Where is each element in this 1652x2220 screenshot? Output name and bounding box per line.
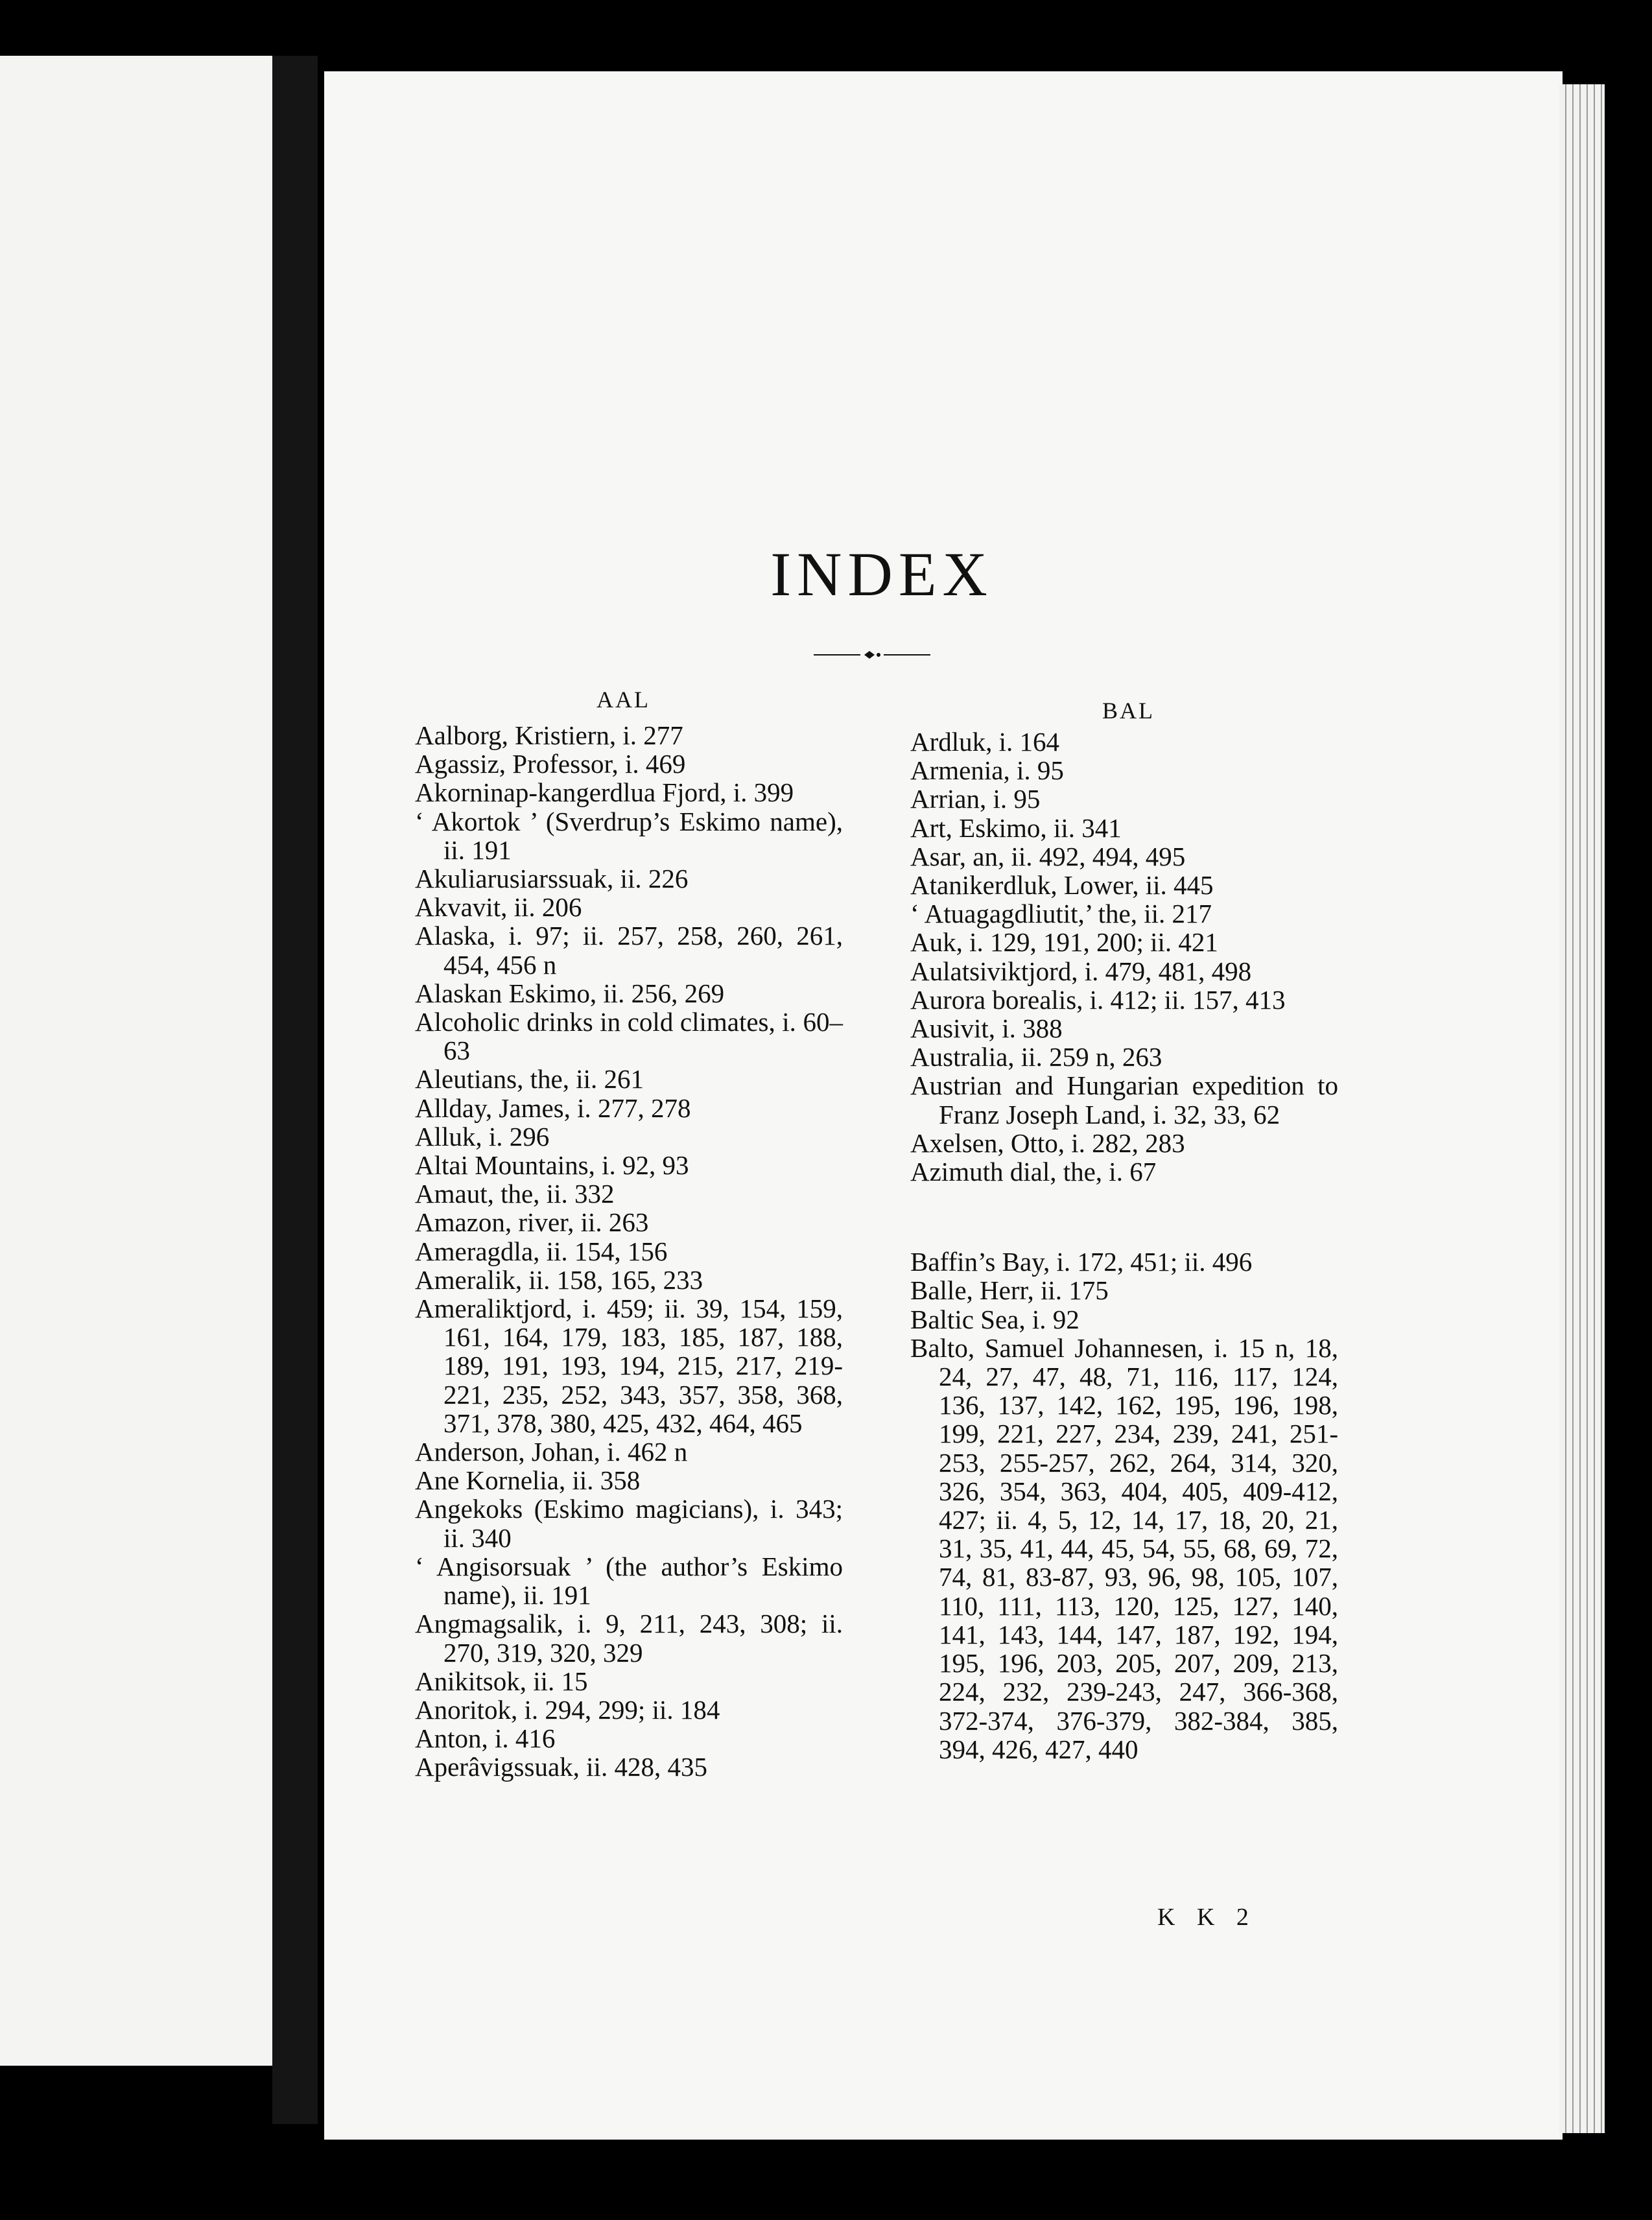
index-entry: Atanikerdluk, Lower, ii. 445: [910, 870, 1214, 901]
title-ornament: [814, 648, 930, 661]
index-entry: Akuliarusiarssuak, ii. 226: [415, 864, 689, 894]
index-entry: Axelsen, Otto, i. 282, 283: [910, 1128, 1185, 1158]
index-entry: ‘ Atuagagdliutit,’ the, ii. 217: [910, 899, 1212, 929]
index-entry: Allday, James, i. 277, 278: [415, 1092, 691, 1123]
index-entry: Austrian and Hungarian expedition to Franz Joseph Land, i. 32, 33, 62: [910, 1070, 1338, 1129]
index-entry: Ane Kornelia, ii. 358: [415, 1465, 641, 1496]
book-gutter: [272, 56, 318, 2124]
running-head-left: AAL: [596, 687, 650, 713]
index-entry: Alaskan Eskimo, ii. 256, 269: [415, 978, 725, 1008]
index-entry: Akvavit, ii. 206: [415, 892, 582, 923]
index-entry: Balto, Samuel Johannesen, i. 15 n, 18, 24, 27, 47, 48, 71, 116, 117, 124, 136, 137, 142, 162, 195, 196, 198, 199, 221, 227, 234, 239, 241, 251-253, 255-257, 262, 264, 314, 320, 326, 354, 363, 404, 405, 409-412, 427; ii. 4, 5, 12, 14, 17, 18, 20, 21, 31, 35, 41, 44, 45, 54, 55, 68, 69, 72, 74, 81, 83-87, 93, 96, 98, 105, 107, 110, 111, 113, 120, 125, 127, 140, 141, 143, 144, 147, 187, 192, 194, 195, 196, 203, 205, 207, 209, 213, 224, 232, 239-243, 247, 366-368, 372-374, 376-379, 382-384, 385, 394, 426, 427, 440: [910, 1332, 1338, 1764]
index-entry: Alcoholic drinks in cold climates, i. 60–63: [415, 1007, 843, 1066]
index-entry: Aalborg, Kristiern, i. 277: [415, 720, 683, 750]
index-entry: Baffin’s Bay, i. 172, 451; ii. 496: [910, 1247, 1253, 1277]
index-entry: Alluk, i. 296: [415, 1121, 550, 1151]
index-entry: ‘ Angisorsuak ’ (the author’s Eskimo name), ii. 191: [415, 1551, 843, 1611]
index-entry: ‘ Akortok ’ (Sverdrup’s Eskimo name), ii. 191: [415, 806, 843, 865]
index-entry: Angmagsalik, i. 9, 211, 243, 308; ii. 270, 319, 320, 329: [415, 1609, 843, 1668]
page-title: INDEX: [770, 539, 993, 609]
index-entry: Ameralik, ii. 158, 165, 233: [415, 1264, 703, 1295]
index-entry: Anikitsok, ii. 15: [415, 1666, 588, 1696]
index-entry: Armenia, i. 95: [910, 755, 1064, 786]
running-head-right: BAL: [1102, 698, 1155, 724]
index-entry: Art, Eskimo, ii. 341: [910, 812, 1122, 843]
signature-mark: K K 2: [1157, 1904, 1257, 1931]
index-entry: Akorninap-kangerdlua Fjord, i. 399: [415, 777, 794, 808]
index-entry: Ausivit, i. 388: [910, 1013, 1063, 1044]
letter-gap: [910, 1186, 1338, 1247]
index-entry: Aleutians, the, ii. 261: [415, 1064, 644, 1094]
index-entry: Ameraliktjord, i. 459; ii. 39, 154, 159, 161, 164, 179, 183, 185, 187, 188, 189, 191, 193, 194, 215, 217, 219-221, 235, 252, 343, 357, 358, 368, 371, 378, 380, 425, 432, 464, 465: [415, 1293, 843, 1438]
index-column-right: [910, 727, 1338, 1764]
index-entry: Arrian, i. 95: [910, 784, 1041, 814]
index-entry: Ameragdla, ii. 154, 156: [415, 1236, 668, 1266]
index-entry: Anderson, Johan, i. 462 n: [415, 1437, 688, 1467]
index-entry: Anoritok, i. 294, 299; ii. 184: [415, 1694, 720, 1725]
index-entry: Altai Mountains, i. 92, 93: [415, 1150, 689, 1181]
index-entry: Australia, ii. 259 n, 263: [910, 1042, 1162, 1072]
index-entry: Aurora borealis, i. 412; ii. 157, 413: [910, 984, 1286, 1015]
page-edges: [1559, 84, 1605, 2133]
index-entry: Anton, i. 416: [415, 1723, 556, 1754]
facing-page: [0, 56, 272, 2066]
index-entry: Ardluk, i. 164: [910, 727, 1060, 757]
index-entry: Agassiz, Professor, i. 469: [415, 749, 686, 779]
index-entry: Angekoks (Eskimo magicians), i. 343; ii. 340: [415, 1494, 843, 1553]
index-entry: Alaska, i. 97; ii. 257, 258, 260, 261, 454, 456 n: [415, 921, 843, 980]
index-column-left: [415, 721, 843, 1782]
index-entry: Amaut, the, ii. 332: [415, 1179, 615, 1209]
index-entry: Azimuth dial, the, i. 67: [910, 1157, 1157, 1187]
index-entry: Asar, an, ii. 492, 494, 495: [910, 841, 1186, 871]
index-entry: Amazon, river, ii. 263: [415, 1207, 649, 1238]
index-entry: Auk, i. 129, 191, 200; ii. 421: [910, 927, 1218, 958]
index-entry: Aulatsiviktjord, i. 479, 481, 498: [910, 956, 1252, 986]
index-entry: Balle, Herr, ii. 175: [910, 1275, 1109, 1306]
index-entry: Aperâvigssuak, ii. 428, 435: [415, 1752, 707, 1782]
index-entry: Baltic Sea, i. 92: [910, 1304, 1080, 1334]
